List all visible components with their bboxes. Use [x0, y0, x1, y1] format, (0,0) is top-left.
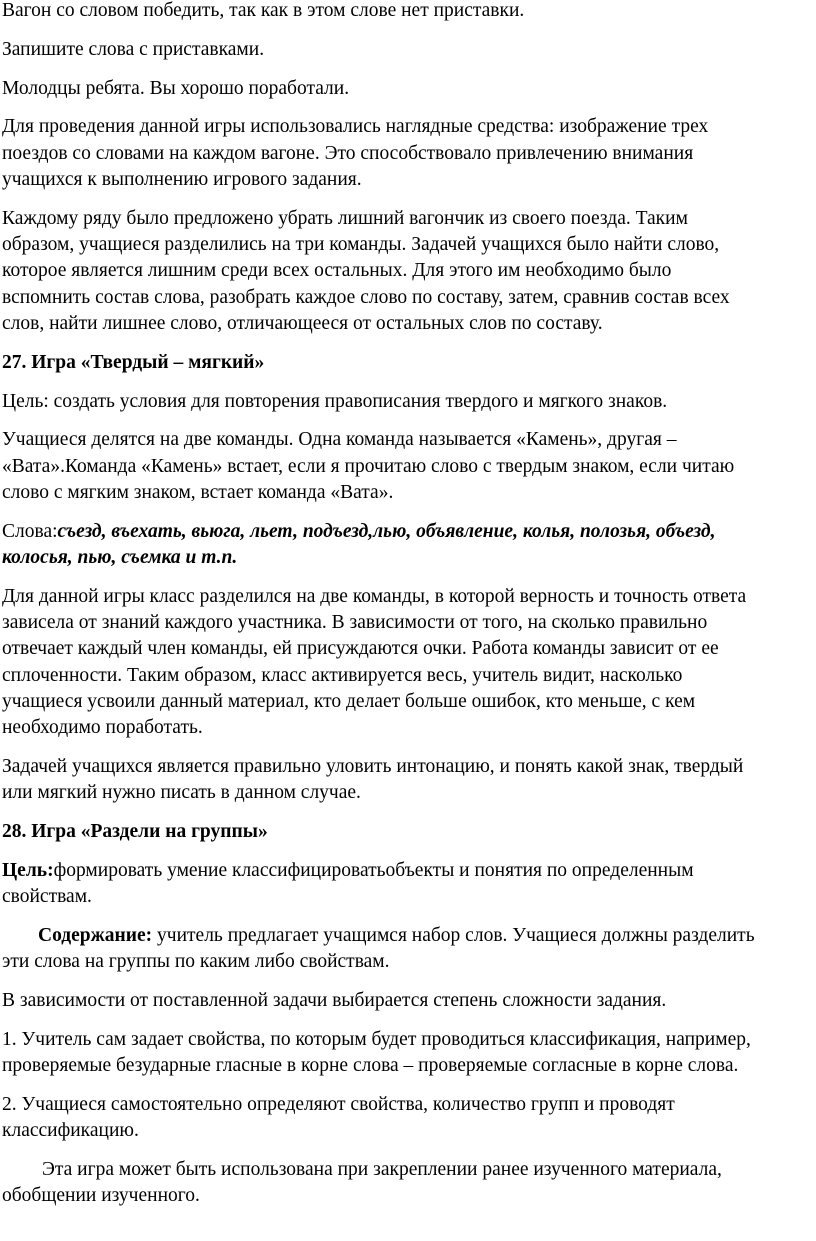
paragraph	[2, 754, 816, 807]
goal-label: Цель:	[2, 860, 54, 882]
paragraph	[2, 1092, 816, 1145]
goal-paragraph	[2, 858, 816, 911]
paragraph	[2, 76, 816, 102]
words-label: Слова:	[2, 520, 58, 542]
text-line: проверяемые безударные гласные в корне слова – проверяемые согласные в корне слова.	[2, 1055, 739, 1077]
text-line	[2, 923, 816, 949]
heading-text: 27. Игра «Твердый – мягкий»	[2, 351, 265, 373]
paragraph	[2, 389, 816, 415]
text-line: Запишите слова с приставками.	[2, 38, 265, 60]
text-line: или мягкий нужно писать в данном случае.	[2, 782, 361, 804]
text-line: Задачей учащихся является правильно уловить интонацию, и понять какой знак, твердый	[2, 756, 744, 778]
text-line: Для проведения данной игры использовались наглядные средства: изображение трех	[2, 116, 709, 138]
text-line: Учащиеся делятся на две команды. Одна команда называется «Камень», другая –	[2, 429, 677, 451]
text-line: Каждому ряду было предложено убрать лишний вагончик из своего поезда. Таким	[2, 207, 688, 229]
text-line	[2, 858, 816, 884]
text-line: вспомнить состав слова, разобрать каждое слово по составу, затем, сравнив состав всех	[2, 286, 730, 308]
text-line: Для данной игры класс разделился на две команды, в которой верность и точность ответа	[2, 585, 747, 607]
text-line: Вагон со словом победить, так как в этом слове нет приставки.	[2, 0, 525, 21]
goal-text: формировать умение классифицироватьобъекты и понятия по определенным	[53, 860, 694, 882]
content-paragraph	[2, 923, 816, 976]
paragraph	[2, 988, 816, 1014]
heading-game-27	[2, 350, 816, 376]
text-line: классификацию.	[2, 1120, 139, 1142]
text-line: учащихся к выполнению игрового задания.	[2, 168, 362, 190]
paragraph	[2, 1027, 816, 1080]
text-line: В зависимости от поставленной задачи выбирается степень сложности задания.	[2, 990, 667, 1012]
text-line: Эта игра может быть использована при закреплении ранее изученного материала,	[42, 1159, 722, 1181]
goal-text: свойствам.	[2, 886, 92, 908]
heading-text: 28. Игра «Раздели на группы»	[2, 821, 268, 843]
text-line: зависела от знаний каждого участника. В зависимости от того, на сколько правильно	[2, 612, 708, 634]
text-line: слов, найти лишнее слово, отличающееся от остальных слов по составу.	[2, 312, 603, 334]
paragraph	[2, 206, 816, 337]
text-line: отвечает каждый член команды, ей присуждаются очки. Работа команды зависит от ее	[2, 638, 719, 660]
text-line: Цель: создать условия для повторения правописания твердого и мягкого знаков.	[2, 390, 668, 412]
content-text: эти слова на группы по каким либо свойствам.	[2, 951, 390, 973]
text-line: слово с мягким знаком, встает команда «Вата».	[2, 481, 394, 503]
text-line	[2, 519, 816, 545]
paragraph	[2, 0, 816, 24]
paragraph	[2, 584, 816, 742]
paragraph	[2, 427, 816, 506]
text-line: которое является лишним среди всех остальных. Для этого им необходимо было	[2, 260, 672, 282]
text-line: 2. Учащиеся самостоятельно определяют свойства, количество групп и проводят	[2, 1094, 675, 1116]
text-line: учащиеся усвоили данный материал, кто делает больше ошибок, кто меньше, с кем	[2, 691, 696, 713]
paragraph	[2, 37, 816, 63]
words-list: колосья, пью, съемка и т.п.	[2, 547, 238, 569]
content-label: Содержание:	[38, 925, 153, 947]
words-paragraph	[2, 519, 816, 572]
words-list: съезд, въехать, вьюга, льет, подъезд,лью, объявление, колья, полозья, объезд,	[57, 520, 716, 542]
content-text: учитель предлагает учащимся набор слов. Учащиеся должны разделить	[152, 925, 755, 947]
text-line: поездов со словами на каждом вагоне. Это способствовало привлечению внимания	[2, 142, 694, 164]
text-line: 1. Учитель сам задает свойства, по которым будет проводиться классификация, например,	[2, 1029, 751, 1050]
text-line: обобщении изученного.	[2, 1185, 200, 1207]
paragraph	[2, 114, 816, 193]
text-line: сплоченности. Таким образом, класс активируется весь, учитель видит, насколько	[2, 664, 683, 686]
heading-game-28	[2, 819, 816, 845]
text-line: образом, учащиеся разделились на три команды. Задачей учащихся было найти слово,	[2, 234, 720, 256]
text-line: «Вата».Команда «Камень» встает, если я прочитаю слово с твердым знаком, если читаю	[2, 455, 735, 477]
paragraph	[2, 1157, 816, 1210]
text-line: необходимо поработать.	[2, 717, 203, 739]
text-line: Молодцы ребята. Вы хорошо поработали.	[2, 77, 350, 99]
